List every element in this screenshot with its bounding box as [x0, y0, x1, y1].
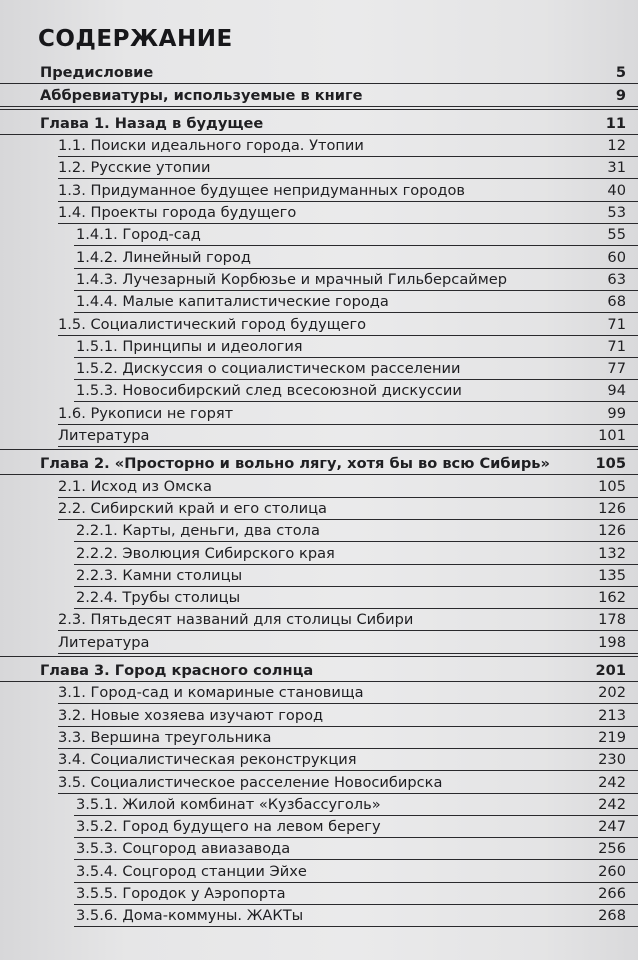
- toc-entry-page-number: 55: [607, 226, 626, 244]
- toc-entry-title: 1.4.2. Линейный город: [76, 248, 251, 266]
- toc-entry-title: 3.5.5. Городок у Аэропорта: [76, 884, 286, 902]
- toc-entry: [0, 269, 638, 291]
- toc-entry-title: 3.1. Город-сад и комариные становища: [58, 684, 364, 702]
- toc-entry: [0, 905, 638, 927]
- toc-entry-title: 1.5.2. Дискуссия о социалистическом расселении: [76, 360, 461, 378]
- toc-entry: [0, 498, 638, 520]
- toc-entry-page-number: 53: [607, 204, 626, 222]
- toc-entry: [0, 113, 638, 135]
- toc-entry-title: 2.2.1. Карты, деньги, два стола: [76, 522, 320, 540]
- toc-entry-page-number: 126: [598, 522, 626, 540]
- toc-entry-page-number: 9: [615, 86, 626, 104]
- toc-entry-page-number: 105: [595, 455, 626, 473]
- toc-entry-title: 1.4.4. Малые капиталистические города: [76, 293, 389, 311]
- toc-entry-page-number: 162: [598, 589, 626, 607]
- toc-entry: [0, 631, 638, 653]
- toc-entry-title: Литература: [58, 427, 150, 445]
- toc-entry-page-number: 5: [615, 64, 626, 82]
- toc-entry-page-number: 12: [607, 137, 626, 155]
- toc-entry-title: 1.4.1. Город-сад: [76, 226, 201, 244]
- toc-entry: [0, 475, 638, 497]
- toc-entry: [0, 291, 638, 313]
- toc-entry-title: 2.2.4. Трубы столицы: [76, 589, 241, 607]
- toc-entry-title: 1.4.3. Лучезарный Корбюзье и мрачный Гильберсаймер: [76, 270, 508, 288]
- toc-entry-page-number: 219: [598, 728, 626, 746]
- toc-entry-title: 3.2. Новые хозяева изучают город: [58, 706, 324, 724]
- toc-entry-title: 3.5.2. Город будущего на левом берегу: [76, 818, 381, 836]
- toc-entry-page-number: 11: [605, 114, 626, 132]
- toc-entry: [0, 794, 638, 816]
- toc-entry-title: 2.1. Исход из Омска: [58, 477, 212, 495]
- toc-entry-page-number: 247: [598, 818, 626, 836]
- toc-entry-page-number: 71: [607, 315, 626, 333]
- toc-entry-title: Глава 3. Город красного солнца: [40, 662, 314, 680]
- toc-entry: [0, 358, 638, 380]
- toc-entry-title: 1.5.3. Новосибирский след всесоюзной дискуссии: [76, 382, 462, 400]
- toc-entry: [0, 660, 638, 682]
- toc-entry-page-number: 202: [598, 684, 626, 702]
- toc-entry: [0, 313, 638, 335]
- toc-entry: [0, 749, 638, 771]
- toc-entry-page-number: 198: [598, 633, 626, 651]
- toc-entry: [0, 202, 638, 224]
- toc-entry: [0, 224, 638, 246]
- toc-entry-title: 3.5.4. Соцгород станции Эйхе: [76, 862, 307, 880]
- toc-entry-page-number: 260: [598, 862, 626, 880]
- toc-entry-title: 2.2.3. Камни столицы: [76, 566, 243, 584]
- toc-entry-page-number: 40: [607, 181, 626, 199]
- toc-entry-title: 1.1. Поиски идеального города. Утопии: [58, 137, 364, 155]
- toc-entry-title: 3.5. Социалистическое расселение Новосибирска: [58, 773, 443, 791]
- toc-entry: [0, 883, 638, 905]
- toc-entry: [0, 520, 638, 542]
- toc-entry-page-number: 201: [595, 662, 626, 680]
- toc-entry-title: Аббревиатуры, используемые в книге: [40, 86, 363, 104]
- toc-entry-page-number: 60: [607, 248, 626, 266]
- toc-entry-title: 1.4. Проекты города будущего: [58, 204, 297, 222]
- toc-entry-title: 2.3. Пятьдесят названий для столицы Сибири: [58, 611, 414, 629]
- page-title: СОДЕРЖАНИЕ: [38, 26, 233, 52]
- toc-entry-page-number: 266: [598, 884, 626, 902]
- toc-entry: [0, 84, 638, 106]
- toc-entry: [0, 453, 638, 475]
- toc-entry: [0, 62, 638, 84]
- toc-entry-page-number: 132: [598, 544, 626, 562]
- toc-entry-title: 2.2. Сибирский край и его столица: [58, 499, 327, 517]
- toc-entry: [0, 838, 638, 860]
- toc-entry-page-number: 126: [598, 499, 626, 517]
- toc-entry: [0, 704, 638, 726]
- toc-entry-title: 1.3. Придуманное будущее непридуманных городов: [58, 181, 466, 199]
- toc-entry: [0, 380, 638, 402]
- toc-entry-page-number: 242: [598, 795, 626, 813]
- toc-entry: [0, 246, 638, 268]
- toc-entry-page-number: 94: [607, 382, 626, 400]
- toc-entry-page-number: 101: [598, 427, 626, 445]
- toc-entry-title: 2.2.2. Эволюция Сибирского края: [76, 544, 335, 562]
- toc-entry: [0, 682, 638, 704]
- toc-entry-page-number: 99: [607, 404, 626, 422]
- toc-entry-title: 3.4. Социалистическая реконструкция: [58, 751, 357, 769]
- toc-entry-title: 1.5. Социалистический город будущего: [58, 315, 367, 333]
- toc-entry: [0, 771, 638, 793]
- toc-entry-page-number: 268: [598, 907, 626, 925]
- toc-entry-title: 1.6. Рукописи не горят: [58, 404, 234, 422]
- toc-entry: [0, 565, 638, 587]
- toc-entry-title: 3.5.6. Дома-коммуны. ЖАКТы: [76, 907, 304, 925]
- toc-entry-page-number: 105: [598, 477, 626, 495]
- toc-entry: [0, 542, 638, 564]
- toc-entry-title: 3.3. Вершина треугольника: [58, 728, 272, 746]
- toc-entry: [0, 336, 638, 358]
- toc-entry-page-number: 230: [598, 751, 626, 769]
- toc-entry-title: Предисловие: [40, 64, 154, 82]
- toc-entry: [0, 816, 638, 838]
- toc-entry-page-number: 31: [607, 159, 626, 177]
- toc-entry-page-number: 135: [598, 566, 626, 584]
- toc-entry-title: Глава 2. «Просторно и вольно лягу, хотя бы во всю Сибирь»: [40, 455, 550, 473]
- toc-entry-title: Глава 1. Назад в будущее: [40, 114, 264, 132]
- toc-entry-title: 1.2. Русские утопии: [58, 159, 211, 177]
- toc-entry: [0, 179, 638, 201]
- toc-entry: [0, 157, 638, 179]
- toc-entry-page-number: 63: [607, 270, 626, 288]
- table-of-contents: [0, 62, 638, 927]
- toc-entry-title: Литература: [58, 633, 150, 651]
- toc-entry-page-number: 77: [607, 360, 626, 378]
- toc-entry: [0, 860, 638, 882]
- toc-entry-page-number: 71: [607, 337, 626, 355]
- toc-entry: [0, 135, 638, 157]
- toc-entry-title: 1.5.1. Принципы и идеология: [76, 337, 303, 355]
- toc-entry: [0, 587, 638, 609]
- toc-entry-title: 3.5.3. Соцгород авиазавода: [76, 840, 291, 858]
- toc-entry-page-number: 242: [598, 773, 626, 791]
- toc-entry: [0, 727, 638, 749]
- toc-entry-page-number: 68: [607, 293, 626, 311]
- toc-entry-page-number: 178: [598, 611, 626, 629]
- toc-entry: [0, 609, 638, 631]
- toc-entry-page-number: 256: [598, 840, 626, 858]
- toc-entry: [0, 425, 638, 447]
- toc-entry-page-number: 213: [598, 706, 626, 724]
- toc-entry: [0, 402, 638, 424]
- toc-entry-title: 3.5.1. Жилой комбинат «Кузбассуголь»: [76, 795, 381, 813]
